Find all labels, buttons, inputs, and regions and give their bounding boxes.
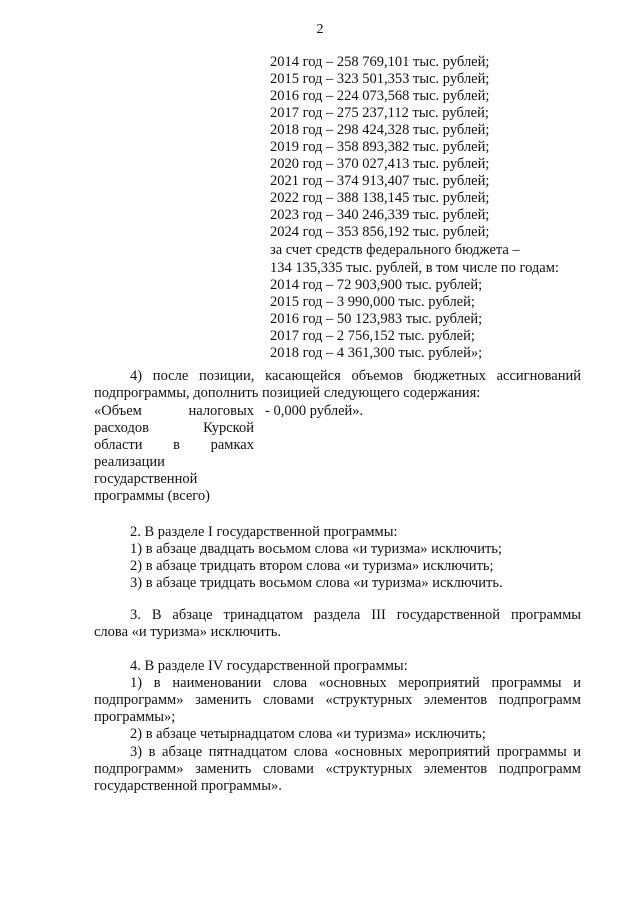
budget-line: 2021 год – 374 913,407 тыс. рублей;: [270, 173, 490, 189]
section4-item3-line: государственной программы».: [94, 778, 282, 794]
page-number: 2: [316, 22, 324, 37]
section4-item1-line: 1) в наименовании слова «основных мероприятий программы и: [130, 675, 581, 691]
budget-line: 134 135,335 тыс. рублей, в том числе по годам:: [270, 260, 559, 276]
budget-line: 2023 год – 340 246,339 тыс. рублей;: [270, 207, 490, 223]
budget-line: 2017 год – 275 237,112 тыс. рублей;: [270, 105, 489, 121]
section2-heading: 2. В разделе I государственной программы:: [130, 524, 398, 540]
table-cell-line: расходов Курской: [94, 420, 254, 436]
table-cell-line: государственной: [94, 471, 198, 487]
section3-line1: 3. В абзаце тринадцатом раздела III государственной программы: [130, 607, 581, 623]
table-cell-line: «Объем налоговых: [94, 403, 254, 419]
section2-item: 2) в абзаце тридцать втором слова «и туризма» исключить;: [130, 558, 494, 574]
section2-item: 3) в абзаце тридцать восьмом слова «и туризма» исключить.: [130, 575, 503, 591]
item4-line1: 4) после позиции, касающейся объемов бюджетных ассигнований: [130, 368, 581, 384]
budget-line: 2016 год – 224 073,568 тыс. рублей;: [270, 88, 490, 104]
budget-line: 2015 год – 3 990,000 тыс. рублей;: [270, 294, 475, 310]
section4-item1-line: подпрограмм» заменить словами «структурных элементов подпрограмм: [94, 692, 581, 708]
budget-line: за счет средств федерального бюджета –: [270, 242, 520, 258]
section4-heading: 4. В разделе IV государственной программы:: [130, 658, 408, 674]
budget-line: 2015 год – 323 501,353 тыс. рублей;: [270, 71, 490, 87]
budget-line: 2018 год – 4 361,300 тыс. рублей»;: [270, 345, 483, 361]
table-cell-line: программы (всего): [94, 488, 210, 504]
budget-line: 2024 год – 353 856,192 тыс. рублей;: [270, 224, 490, 240]
table-cell-line: реализации: [94, 454, 165, 470]
budget-line: 2014 год – 258 769,101 тыс. рублей;: [270, 54, 490, 70]
section4-item1-line: программы»;: [94, 709, 176, 725]
table-cell-line: области в рамках: [94, 437, 254, 453]
budget-line: 2020 год – 370 027,413 тыс. рублей;: [270, 156, 490, 172]
budget-line: 2017 год – 2 756,152 тыс. рублей;: [270, 328, 475, 344]
budget-line: 2019 год – 358 893,382 тыс. рублей;: [270, 139, 490, 155]
section4-item2: 2) в абзаце четырнадцатом слова «и туризма» исключить;: [130, 726, 486, 742]
section2-item: 1) в абзаце двадцать восьмом слова «и туризма» исключить;: [130, 541, 502, 557]
budget-line: 2018 год – 298 424,328 тыс. рублей;: [270, 122, 490, 138]
item4-line2: подпрограммы, дополнить позицией следующего содержания:: [94, 385, 481, 401]
section3-line2: слова «и туризма» исключить.: [94, 624, 281, 640]
section4-item3-line: 3) в абзаце пятнадцатом слова «основных мероприятий программы и: [130, 744, 581, 760]
section4-item3-line: подпрограмм» заменить словами «структурных элементов подпрограмм: [94, 761, 581, 777]
table-cell-value: - 0,000 рублей».: [265, 403, 364, 419]
budget-line: 2014 год – 72 903,900 тыс. рублей;: [270, 277, 483, 293]
budget-line: 2022 год – 388 138,145 тыс. рублей;: [270, 190, 490, 206]
budget-line: 2016 год – 50 123,983 тыс. рублей;: [270, 311, 483, 327]
